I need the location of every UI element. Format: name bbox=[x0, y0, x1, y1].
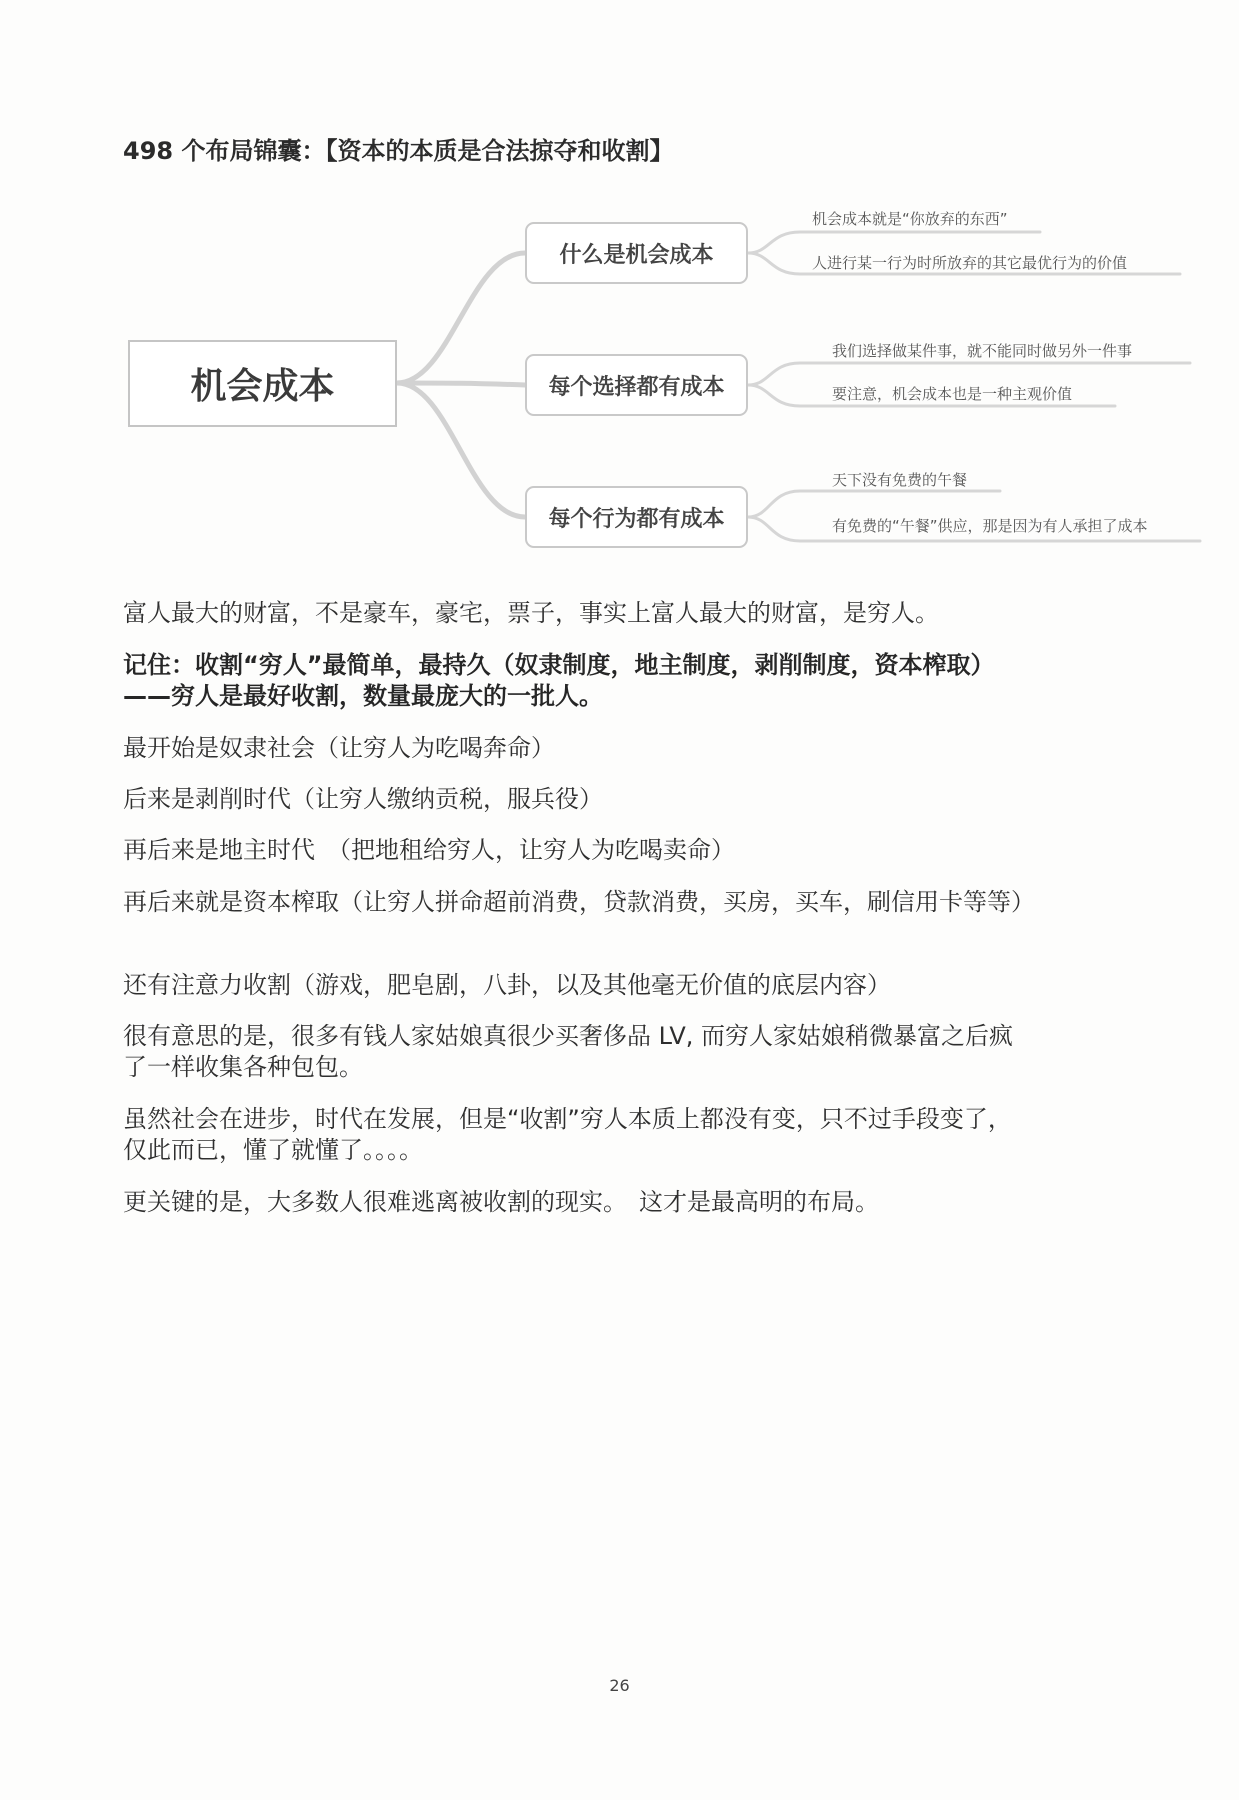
page-heading: 498 个布局锦囊：【资本的本质是合法掠夺和收割】 bbox=[123, 137, 674, 165]
mindmap-center-node: 机会成本 bbox=[128, 340, 397, 427]
body-paragraph-emphasis: 记住：收割“穷人”最简单，最持久（奴隶制度，地主制度，剥削制度，资本榨取）——穷人是最好收割，数量最庞大的一批人。 bbox=[123, 651, 995, 710]
page-number: 26 bbox=[609, 1676, 630, 1695]
mindmap-branch-node: 每个选择都有成本 bbox=[525, 354, 748, 416]
mindmap-branch-node: 每个行为都有成本 bbox=[525, 486, 748, 548]
body-paragraph: 还有注意力收割（游戏，肥皂剧，八卦，以及其他毫无价值的底层内容） bbox=[123, 971, 891, 999]
mindmap-leaf-text: 要注意，机会成本也是一种主观价值 bbox=[832, 385, 1073, 403]
body-paragraph: 虽然社会在进步，时代在发展，但是“收割”穷人本质上都没有变，只不过手段变了，仅此而已，懂了就懂了。。。。 bbox=[123, 1105, 1012, 1164]
body-paragraph: 后来是剥削时代（让穷人缴纳贡税，服兵役） bbox=[123, 785, 603, 813]
body-paragraph: 再后来就是资本榨取（让穷人拼命超前消费，贷款消费，买房，买车，刷信用卡等等） bbox=[123, 888, 1035, 916]
body-paragraph: 最开始是奴隶社会（让穷人为吃喝奔命） bbox=[123, 734, 555, 762]
mindmap-branch-node: 什么是机会成本 bbox=[525, 222, 748, 284]
body-paragraph: 富人最大的财富，不是豪车，豪宅，票子，事实上富人最大的财富，是穷人。 bbox=[123, 599, 939, 627]
mindmap-leaf-text: 有免费的“午餐”供应，那是因为有人承担了成本 bbox=[832, 517, 1148, 535]
body-paragraph: 很有意思的是，很多有钱人家姑娘真很少买奢侈品 LV, 而穷人家姑娘稍微暴富之后疯了一样收集各种包包。 bbox=[123, 1022, 1014, 1081]
mindmap-leaf-text: 我们选择做某件事，就不能同时做另外一件事 bbox=[832, 342, 1133, 360]
mindmap-leaf-text: 人进行某一行为时所放弃的其它最优行为的价值 bbox=[812, 254, 1128, 272]
body-paragraph: 更关键的是，大多数人很难逃离被收割的现实。 这才是最高明的布局。 bbox=[123, 1188, 879, 1216]
body-paragraph: 再后来是地主时代 （把地租给穷人，让穷人为吃喝卖命） bbox=[123, 836, 735, 864]
mindmap-leaf-text: 机会成本就是“你放弃的东西” bbox=[812, 210, 1008, 228]
mindmap-leaf-text: 天下没有免费的午餐 bbox=[832, 471, 968, 489]
